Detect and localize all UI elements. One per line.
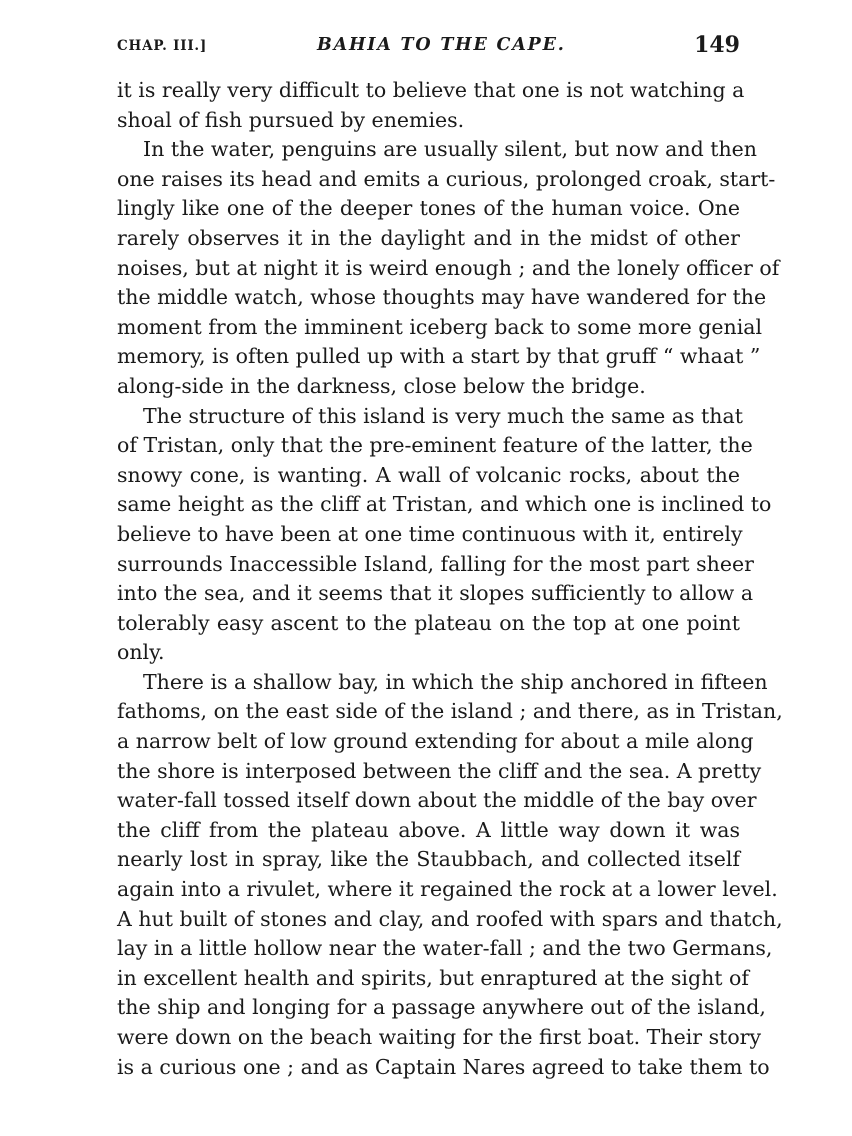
text-line: the middle watch, whose thoughts may have wandered for the — [117, 285, 767, 310]
text-line: A hut built of stones and clay, and roofed with spars and thatch, — [117, 906, 783, 931]
text-line: lingly like one of the deeper tones of the human voice. One — [117, 196, 740, 221]
text-line: rarely observes it in the daylight and in the midst of other — [117, 225, 740, 250]
paragraph — [117, 135, 780, 401]
text-line: of Tristan, only that the pre-eminent feature of the latter, the — [117, 433, 753, 458]
text-line: the ship and longing for a passage anywhere out of the island, — [117, 995, 766, 1020]
text-line: it is really very difficult to believe that one is not watching a — [117, 78, 745, 102]
text-line: one raises its head and emits a curious, prolonged croak, start- — [117, 166, 776, 191]
running-head — [117, 32, 740, 62]
text-line: same height as the cliff at Tristan, and which one is inclined to — [117, 492, 772, 517]
text-line: a narrow belt of low ground extending for about a mile along — [117, 729, 754, 754]
body-text — [117, 76, 783, 1082]
text-line: There is a shallow bay, in which the ship anchored in fifteen — [143, 669, 768, 694]
text-line: lay in a little hollow near the water-fall ; and the two Germans, — [117, 936, 773, 961]
text-line: fathoms, on the east side of the island ; and there, as in Tristan, — [117, 699, 783, 724]
text-line: is a curious one ; and as Captain Nares agreed to take them to — [117, 1054, 770, 1079]
text-line: again into a rivulet, where it regained the rock at a lower level. — [117, 877, 778, 902]
text-line: along-side in the darkness, close below the bridge. — [117, 373, 646, 398]
text-line: the cliff from the plateau above. A little way down it was — [117, 817, 740, 842]
text-line: into the sea, and it seems that it slopes sufficiently to allow a — [117, 581, 754, 606]
text-line: the shore is interposed between the cliff and the sea. A pretty — [117, 758, 762, 783]
paragraph — [117, 76, 745, 135]
text-line: tolerably easy ascent to the plateau on the top at one point — [117, 610, 740, 635]
text-line: surrounds Inaccessible Island, falling for the most part sheer — [117, 551, 754, 576]
text-line: in excellent health and spirits, but enraptured at the sight of — [117, 965, 749, 990]
text-line: snowy cone, is wanting. A wall of volcanic rocks, about the — [117, 462, 740, 487]
text-line: water-fall tossed itself down about the middle of the bay over — [117, 788, 757, 813]
text-line: believe to have been at one time continuous with it, entirely — [117, 521, 743, 546]
chapter-label: CHAP. III.] — [117, 38, 208, 54]
paragraph — [117, 402, 772, 668]
text-line: memory, is often pulled up with a start by that gruff “ whaat ” — [117, 344, 761, 369]
running-title: BAHIA TO THE CAPE. — [317, 35, 566, 55]
text-line: shoal of fish pursued by enemies. — [117, 107, 465, 132]
paragraph — [117, 668, 783, 1082]
page-number: 149 — [694, 32, 740, 58]
text-line: only. — [117, 640, 165, 665]
text-line: In the water, penguins are usually silent, but now and then — [143, 137, 757, 162]
text-line: nearly lost in spray, like the Staubbach, and collected itself — [117, 847, 740, 872]
text-line: noises, but at night it is weird enough ; and the lonely officer of — [117, 255, 780, 280]
text-line: were down on the beach waiting for the first boat. Their story — [117, 1025, 762, 1049]
text-line: The structure of this island is very much the same as that — [143, 403, 743, 428]
text-line: moment from the imminent iceberg back to some more genial — [117, 314, 763, 339]
